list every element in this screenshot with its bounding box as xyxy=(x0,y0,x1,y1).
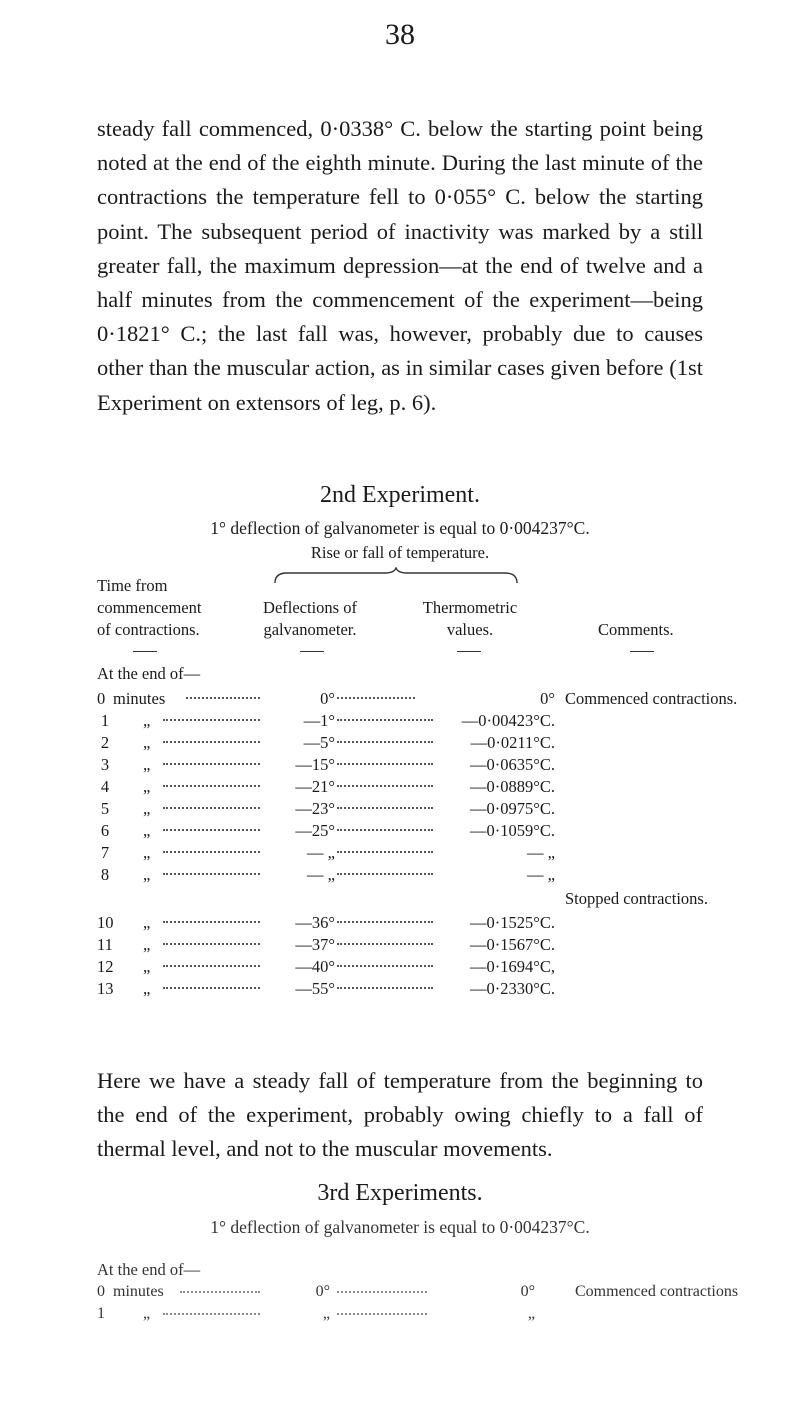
header-rule xyxy=(630,651,654,652)
row-thermometric-value: —0·0635°C. xyxy=(470,755,555,774)
row-comment: Commenced contractions xyxy=(575,1283,739,1300)
row-deflection: — „ xyxy=(307,865,335,884)
experiment-2-calibration-note: 1° deflection of galvanometer is equal to 0·004237°C. xyxy=(210,518,590,538)
row-deflection: —37° xyxy=(295,935,335,954)
column-header-comments: Comments. xyxy=(598,620,674,639)
column-header-deflections-2: galvanometer. xyxy=(263,620,357,639)
row-unit: minutes xyxy=(113,689,166,708)
table-row xyxy=(0,935,800,957)
row-thermometric-value: — „ xyxy=(527,865,555,884)
table-row xyxy=(0,755,800,777)
row-thermometric-value: —0·0211°C. xyxy=(470,733,555,752)
row-time: 5 xyxy=(100,799,110,818)
row-time: 12 xyxy=(97,957,114,976)
row-thermometric-value: 0° xyxy=(540,689,555,708)
row-time: 4 xyxy=(100,777,110,796)
experiment-3-heading: 3rd Experiments. xyxy=(317,1180,483,1206)
column-header-thermometric-1: Thermometric xyxy=(422,598,518,617)
table-row xyxy=(0,799,800,821)
row-unit: „ xyxy=(143,711,151,730)
row-deflection: —40° xyxy=(295,957,335,976)
row-time: 13 xyxy=(97,979,114,998)
table-row xyxy=(0,843,800,865)
row-unit: „ xyxy=(143,755,151,774)
table-row xyxy=(0,957,800,979)
row-thermometric-value: —0·2330°C. xyxy=(470,979,555,998)
table-row xyxy=(0,1283,800,1305)
row-deflection: —21° xyxy=(295,777,335,796)
experiment-3-calibration-note: 1° deflection of galvanometer is equal to 0·004237°C. xyxy=(210,1217,590,1237)
row-unit: „ xyxy=(143,821,151,840)
column-header-time-1: Time from xyxy=(97,576,168,595)
row-deflection: „ xyxy=(322,1305,330,1322)
row-unit: „ xyxy=(143,865,151,884)
row-deflection: — „ xyxy=(307,843,335,862)
table-row xyxy=(0,913,800,935)
row-deflection: —23° xyxy=(295,799,335,818)
row-time: 10 xyxy=(97,913,114,932)
table-row xyxy=(0,865,800,887)
table-row xyxy=(0,777,800,799)
row-unit: „ xyxy=(143,777,151,796)
row-thermometric-value: —0·00423°C. xyxy=(461,711,555,730)
experiment-2-heading: 2nd Experiment. xyxy=(320,482,480,508)
row-deflection: 0° xyxy=(320,689,335,708)
column-header-time-2: commencement xyxy=(97,598,202,617)
row-time: 8 xyxy=(100,865,110,884)
column-header-thermometric-2: values. xyxy=(446,620,494,639)
row-thermometric-value: —0·1525°C. xyxy=(470,913,555,932)
row-deflection: —15° xyxy=(295,755,335,774)
table-row xyxy=(0,821,800,843)
rise-fall-group-header: Rise or fall of temperature. xyxy=(310,543,490,562)
row-time: 1 xyxy=(100,711,110,730)
row-deflection: 0° xyxy=(315,1283,330,1300)
header-rule xyxy=(133,651,157,652)
row-thermometric-value: — „ xyxy=(527,843,555,862)
row-thermometric-value: —0·0975°C. xyxy=(470,799,555,818)
row-time: 6 xyxy=(100,821,110,840)
row-thermometric-value: „ xyxy=(527,1305,535,1322)
row-deflection: —55° xyxy=(295,979,335,998)
row-thermometric-value: —0·0889°C. xyxy=(470,777,555,796)
table-row xyxy=(0,711,800,733)
row-unit: „ xyxy=(143,799,151,818)
curly-brace-icon xyxy=(273,567,519,585)
row-unit: „ xyxy=(143,913,151,932)
paragraph-continued: steady fall commenced, 0·0338° C. below the starting point being noted at the end of the eighth minute. During the last minute of the contractions the temperature fell to 0·055° C. below the starting point. The subsequent period of inactivity was marked by a still greater fall, the maximum depression—at the end of twelve and a half minutes from the commencement of the experiment—being 0·1821° C.; the last fall was, however, probably due to causes other than the muscular action, as in similar cases given before (1st Experiment on extensors of leg, p. 6). xyxy=(97,116,703,415)
row-deflection: —1° xyxy=(303,711,335,730)
row-time: 0 xyxy=(97,689,106,708)
header-rule xyxy=(300,651,324,652)
row-thermometric-value: —0·1567°C. xyxy=(470,935,555,954)
table-row xyxy=(0,689,800,711)
paragraph-conclusion: Here we have a steady fall of temperature from the beginning to the end of the experiment, probably owing chiefly to a fall of thermal level, and not to the muscular movements. xyxy=(97,1068,703,1162)
row-deflection: —5° xyxy=(303,733,335,752)
row-unit: „ xyxy=(143,957,151,976)
table-row xyxy=(0,1305,800,1327)
row-time: 7 xyxy=(100,843,110,862)
row-unit: minutes xyxy=(113,1283,164,1300)
row-time: 2 xyxy=(100,733,110,752)
row-time: 0 xyxy=(97,1283,105,1300)
stopped-contractions-note: Stopped contractions. xyxy=(565,889,708,908)
row-comment: Commenced contractions. xyxy=(565,689,738,708)
header-rule xyxy=(457,651,481,652)
row-deflection: —25° xyxy=(295,821,335,840)
at-end-label: At the end of— xyxy=(97,664,201,683)
row-unit: „ xyxy=(143,843,151,862)
row-unit: „ xyxy=(143,935,151,954)
row-time: 3 xyxy=(100,755,110,774)
row-thermometric-value: —0·1059°C. xyxy=(470,821,555,840)
table-row xyxy=(0,979,800,1001)
table-row xyxy=(0,733,800,755)
row-unit: „ xyxy=(143,979,151,998)
row-time: 11 xyxy=(97,935,113,954)
row-time: 1 xyxy=(97,1305,105,1322)
row-thermometric-value: 0° xyxy=(520,1283,535,1300)
at-end-label: At the end of— xyxy=(97,1260,201,1279)
page-number: 38 xyxy=(385,18,415,51)
row-unit: „ xyxy=(143,733,151,752)
row-thermometric-value: —0·1694°C, xyxy=(470,957,555,976)
column-header-time-3: of contractions. xyxy=(97,620,200,639)
column-header-deflections-1: Deflections of xyxy=(263,598,357,617)
row-unit: „ xyxy=(143,1305,151,1322)
row-deflection: —36° xyxy=(295,913,335,932)
